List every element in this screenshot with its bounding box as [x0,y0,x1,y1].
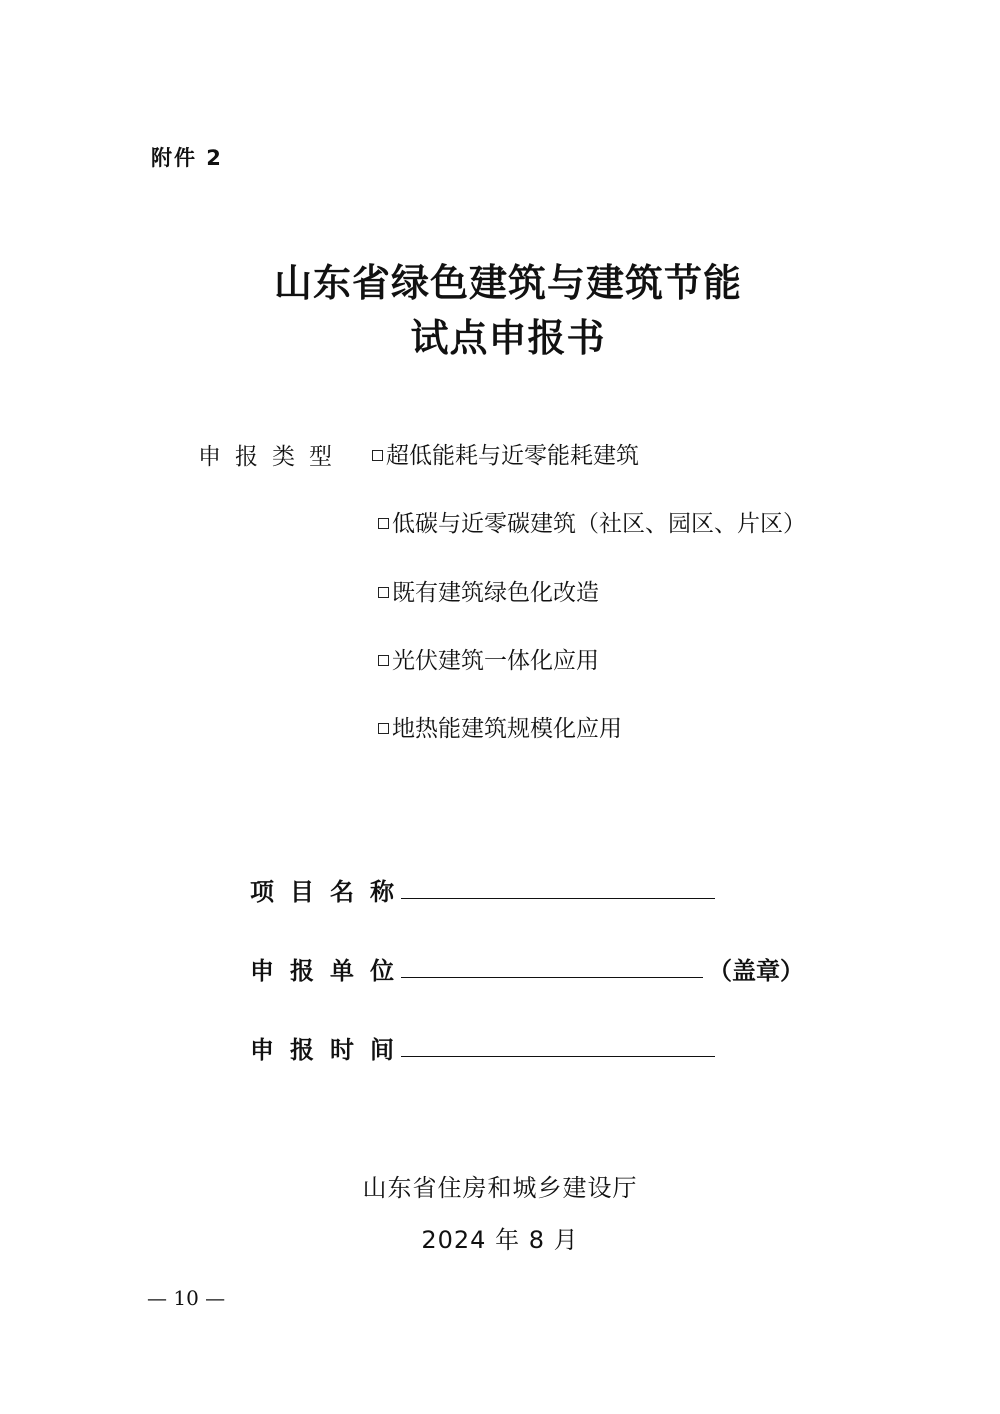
application-type-option[interactable] [378,505,806,538]
application-type-option[interactable] [378,710,622,743]
checkbox-icon[interactable] [378,655,389,666]
option-label: 光伏建筑一体化应用 [392,648,599,674]
issuing-authority: 山东省住房和城乡建设厅 [362,1174,638,1202]
checkbox-icon[interactable] [378,587,389,598]
application-type-option[interactable] [378,642,599,675]
application-type-option[interactable] [372,437,639,470]
application-date-field[interactable] [401,1056,715,1057]
applicant-unit-field[interactable] [401,977,703,978]
checkbox-icon[interactable] [378,723,389,734]
option-label: 既有建筑绿色化改造 [392,580,599,606]
option-label: 超低能耗与近零能耗建筑 [386,443,639,469]
document-title-line-1: 山东省绿色建筑与建筑节能 [273,260,742,305]
attachment-label: 附件 2 [151,146,223,170]
document-title-line-2: 试点申报书 [410,315,606,360]
checkbox-icon[interactable] [378,518,389,529]
application-type-label: 申报类型 [198,444,346,470]
option-label: 地热能建筑规模化应用 [392,716,622,742]
applicant-unit-label: 申报单位 [250,957,410,985]
seal-note: （盖章） [708,957,804,985]
project-name-label: 项目名称 [250,878,410,906]
application-type-option[interactable] [378,574,599,607]
project-name-field[interactable] [401,898,715,899]
option-label: 低碳与近零碳建筑（社区、园区、片区） [392,511,806,537]
checkbox-icon[interactable] [372,450,383,461]
issue-date: 2024 年 8 月 [421,1226,579,1254]
application-date-label: 申报时间 [250,1036,410,1064]
page-number: — 10 — [147,1286,226,1310]
